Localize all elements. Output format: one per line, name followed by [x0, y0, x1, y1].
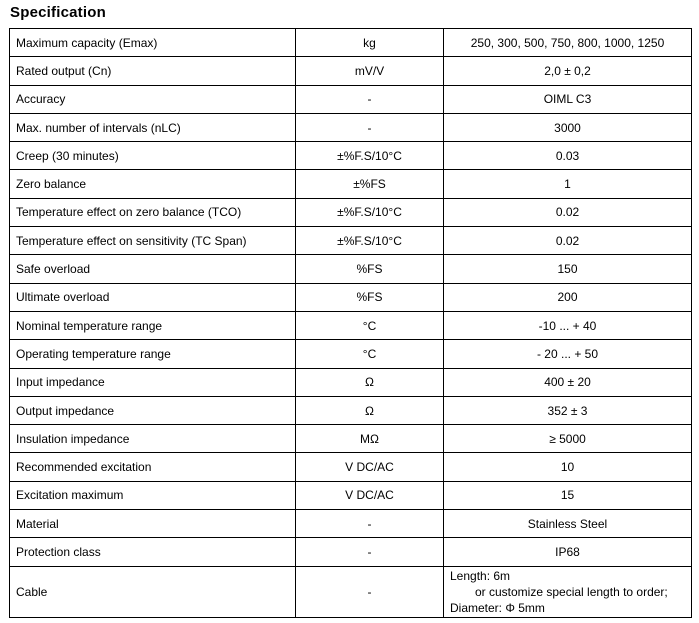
unit-cell: mV/V	[296, 57, 444, 85]
unit-cell: ±%F.S/10°C	[296, 227, 444, 255]
parameter-cell: Material	[10, 510, 296, 538]
parameter-cell: Accuracy	[10, 85, 296, 113]
parameter-cell: Maximum capacity (Emax)	[10, 29, 296, 57]
table-row	[10, 198, 692, 226]
value-cell: Stainless Steel	[444, 510, 692, 538]
parameter-cell: Zero balance	[10, 170, 296, 198]
parameter-cell: Cable	[10, 566, 296, 617]
value-cell: 200	[444, 283, 692, 311]
unit-cell: %FS	[296, 283, 444, 311]
table-row	[10, 255, 692, 283]
unit-cell: ±%F.S/10°C	[296, 142, 444, 170]
table-row	[10, 170, 692, 198]
unit-cell: MΩ	[296, 425, 444, 453]
table-row	[10, 340, 692, 368]
unit-cell: -	[296, 566, 444, 617]
table-row-cable	[10, 566, 692, 617]
unit-cell: ±%F.S/10°C	[296, 198, 444, 226]
value-cell: 2,0 ± 0,2	[444, 57, 692, 85]
value-cell: 400 ± 20	[444, 368, 692, 396]
table-row	[10, 142, 692, 170]
parameter-cell: Output impedance	[10, 396, 296, 424]
table-row	[10, 113, 692, 141]
value-cell: - 20 ... + 50	[444, 340, 692, 368]
value-cell: ≥ 5000	[444, 425, 692, 453]
parameter-cell: Insulation impedance	[10, 425, 296, 453]
parameter-cell: Recommended excitation	[10, 453, 296, 481]
table-row	[10, 453, 692, 481]
parameter-cell: Excitation maximum	[10, 481, 296, 509]
unit-cell: -	[296, 85, 444, 113]
unit-cell: °C	[296, 340, 444, 368]
parameter-cell: Ultimate overload	[10, 283, 296, 311]
table-row	[10, 425, 692, 453]
table-row	[10, 227, 692, 255]
value-cell: IP68	[444, 538, 692, 566]
table-row	[10, 85, 692, 113]
table-row	[10, 283, 692, 311]
specification-table-body	[10, 29, 692, 618]
unit-cell: Ω	[296, 396, 444, 424]
cable-length-note: or customize special length to order;	[475, 584, 668, 599]
table-row	[10, 57, 692, 85]
parameter-cell: Creep (30 minutes)	[10, 142, 296, 170]
parameter-cell: Safe overload	[10, 255, 296, 283]
parameter-cell: Input impedance	[10, 368, 296, 396]
value-cell: 352 ± 3	[444, 396, 692, 424]
value-cell: 10	[444, 453, 692, 481]
parameter-cell: Rated output (Cn)	[10, 57, 296, 85]
table-row	[10, 481, 692, 509]
table-row	[10, 29, 692, 57]
parameter-cell: Temperature effect on zero balance (TCO)	[10, 198, 296, 226]
parameter-cell: Max. number of intervals (nLC)	[10, 113, 296, 141]
table-row	[10, 538, 692, 566]
value-cell: 150	[444, 255, 692, 283]
unit-cell: kg	[296, 29, 444, 57]
value-cell: 15	[444, 481, 692, 509]
cable-length: Length: 6m	[450, 568, 511, 583]
unit-cell: Ω	[296, 368, 444, 396]
table-row	[10, 510, 692, 538]
value-cell: 0.03	[444, 142, 692, 170]
value-cell	[444, 566, 692, 617]
value-cell: 1	[444, 170, 692, 198]
unit-cell: -	[296, 538, 444, 566]
value-cell: 3000	[444, 113, 692, 141]
unit-cell: V DC/AC	[296, 453, 444, 481]
value-cell: -10 ... + 40	[444, 311, 692, 339]
value-cell: 0.02	[444, 227, 692, 255]
page-title: Specification	[10, 4, 106, 21]
unit-cell: %FS	[296, 255, 444, 283]
unit-cell: ±%FS	[296, 170, 444, 198]
table-row	[10, 368, 692, 396]
parameter-cell: Nominal temperature range	[10, 311, 296, 339]
specification-table	[9, 28, 692, 618]
parameter-cell: Temperature effect on sensitivity (TC Span)	[10, 227, 296, 255]
value-cell: 0.02	[444, 198, 692, 226]
table-row	[10, 396, 692, 424]
parameter-cell: Operating temperature range	[10, 340, 296, 368]
unit-cell: -	[296, 113, 444, 141]
value-cell: OIML C3	[444, 85, 692, 113]
parameter-cell: Protection class	[10, 538, 296, 566]
unit-cell: -	[296, 510, 444, 538]
cable-diameter: Diameter: Φ 5mm	[450, 600, 545, 615]
unit-cell: °C	[296, 311, 444, 339]
table-row	[10, 311, 692, 339]
value-cell: 250, 300, 500, 750, 800, 1000, 1250	[444, 29, 692, 57]
unit-cell: V DC/AC	[296, 481, 444, 509]
